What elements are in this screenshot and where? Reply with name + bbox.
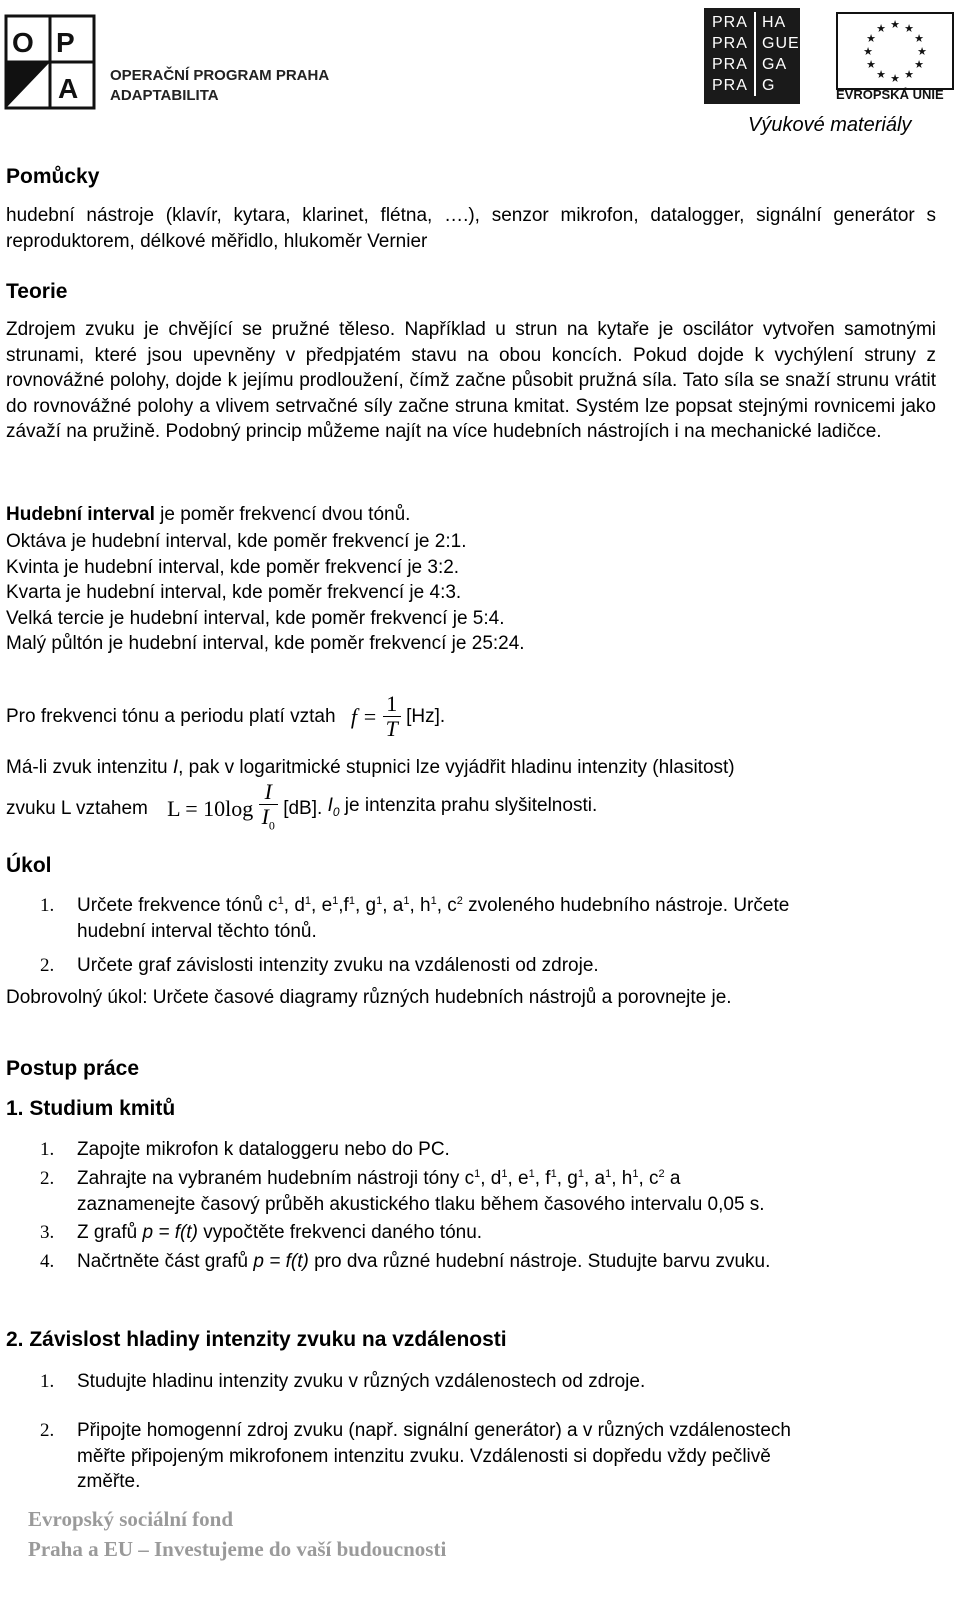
- svg-text:★: ★: [914, 32, 924, 45]
- ukol-item1-text: Určete frekvence tónů c: [77, 895, 278, 916]
- interval-term: Hudební interval: [6, 504, 155, 525]
- opp-logo: [4, 14, 96, 110]
- s2-item2-line2: měřte připojeným mikrofonem intenzitu zvuku. Vzdálenosti si dopředu vždy pečlivě: [77, 1445, 771, 1467]
- s1-item-number: 3.: [40, 1222, 55, 1243]
- interval-item: Oktáva je hudební interval, kde poměr frekvencí je 2:1.: [6, 531, 467, 552]
- freq-pre: Pro frekvenci tónu a periodu platí vztah: [6, 705, 336, 727]
- note: , g: [354, 895, 377, 916]
- s1-item: [77, 1249, 937, 1275]
- svg-text:★: ★: [866, 32, 876, 45]
- praha-cell: G: [762, 77, 776, 94]
- note: ,f: [338, 895, 349, 916]
- s1-item3-text: Z grafů: [77, 1222, 143, 1243]
- heading-studium: 1. Studium kmitů: [6, 1097, 176, 1120]
- praha-cell: PRA: [712, 75, 756, 96]
- interval-definition: [6, 502, 936, 528]
- note: , f: [534, 1168, 551, 1189]
- opp-title-line2: ADAPTABILITA: [110, 87, 219, 104]
- s1-item-number: 1.: [40, 1139, 55, 1160]
- heading-ukol: Úkol: [6, 854, 52, 877]
- svg-text:★: ★: [863, 45, 873, 58]
- praha-cell: PRA: [712, 54, 756, 75]
- s2-item2-line1: Připojte homogenní zdroj zvuku (např. signální generátor) a v různých vzdálenostech: [77, 1420, 791, 1441]
- s2-item-number: 1.: [40, 1371, 55, 1392]
- s1-item3-tail: vypočtěte frekvenci daného tónu.: [197, 1222, 483, 1243]
- interval-item: Velká tercie je hudební interval, kde poměr frekvencí je 5:4.: [6, 607, 505, 629]
- s1-item: [77, 1220, 937, 1246]
- heading-postup: Postup práce: [6, 1057, 140, 1080]
- interval-item: Malý půltón je hudební interval, kde poměr frekvencí je 25:24.: [6, 633, 525, 654]
- s1-item2-text: Zahrajte na vybraném hudebním nástroji tóny c: [77, 1168, 475, 1189]
- intensity-tail: je intenzita prahu slyšitelnosti.: [339, 794, 598, 816]
- ukol-item1-line2: hudební interval těchto tónů.: [77, 920, 317, 942]
- note-sup: 1: [474, 1168, 481, 1180]
- intensity-i0-sub: 0: [332, 804, 340, 819]
- note-sup: 1: [332, 895, 339, 907]
- intensity-formula-line: [6, 780, 597, 837]
- ukol-item2: Určete graf závislosti intenzity zvuku na vzdálenosti od zdroje.: [77, 955, 599, 976]
- note-sup: 1: [605, 1168, 612, 1180]
- note-sup: 1: [430, 895, 437, 907]
- opp-letter-o: O: [12, 27, 34, 58]
- heading-zavislost: 2. Závislost hladiny intenzity zvuku na vzdálenosti: [6, 1328, 507, 1351]
- s1-item3-formula: p = f(t): [142, 1222, 198, 1243]
- svg-text:★: ★: [866, 58, 876, 71]
- frequency-formula-line: [6, 692, 445, 741]
- note: , a: [583, 1168, 606, 1189]
- praha-cell: PRA: [712, 33, 756, 54]
- note: , d: [480, 1168, 502, 1189]
- note: , c: [638, 1168, 659, 1189]
- svg-text:★: ★: [876, 68, 886, 81]
- s1-item4-text: Načrtněte část grafů: [77, 1251, 254, 1272]
- freq-lhs: f =: [350, 703, 378, 729]
- note-sup: 1: [376, 895, 383, 907]
- svg-text:★: ★: [917, 45, 927, 58]
- note-sup: 1: [403, 895, 410, 907]
- s1-item4-tail: pro dva různé hudební nástroje. Studujte barvu zvuku.: [308, 1251, 771, 1272]
- svg-text:★: ★: [890, 72, 900, 85]
- header-subtitle: Výukové materiály: [748, 114, 912, 136]
- s1-item: [77, 1166, 937, 1217]
- intensity-num: I: [259, 780, 278, 805]
- intensity-text-a: Má-li zvuk intenzitu: [6, 757, 173, 778]
- footer-line2: Praha a EU – Investujeme do vaší budoucnosti: [28, 1537, 447, 1561]
- opp-letter-a: A: [58, 73, 79, 104]
- ukol-item1-number: 1.: [40, 895, 55, 916]
- note-sup: 1: [550, 1168, 557, 1180]
- ukol-item1: [77, 893, 937, 944]
- intensity-den: I: [261, 804, 269, 829]
- heading-pomucky: Pomůcky: [6, 165, 100, 188]
- freq-num: 1: [383, 692, 401, 717]
- opp-title-line1: OPERAČNÍ PROGRAM PRAHA: [110, 67, 330, 84]
- freq-den: T: [385, 716, 398, 741]
- note-sup: 1: [501, 1168, 508, 1180]
- freq-fraction: [383, 692, 401, 741]
- intensity-lhs: L = 10log: [167, 795, 254, 821]
- ukol-item1-tail: zvoleného hudebního nástroje. Určete: [462, 895, 790, 916]
- svg-text:★: ★: [876, 22, 886, 35]
- note: , e: [507, 1168, 529, 1189]
- note: , c: [436, 895, 457, 916]
- footer-line1: Evropský sociální fond: [28, 1507, 234, 1531]
- s1-item: Zapojte mikrofon k dataloggeru nebo do PC.: [77, 1139, 450, 1160]
- praha-logo: [704, 8, 800, 104]
- intensity-fraction: [259, 780, 278, 837]
- svg-text:★: ★: [904, 22, 914, 35]
- s2-item-number: 2.: [40, 1420, 55, 1441]
- ukol-item2-number: 2.: [40, 955, 55, 976]
- intensity-i0: I: [327, 794, 333, 816]
- voluntary-task: Dobrovolný úkol: Určete časové diagramy různých hudebních nástrojů a porovnejte je.: [6, 987, 732, 1008]
- note: , h: [409, 895, 431, 916]
- note-sup: 1: [304, 895, 312, 907]
- svg-text:★: ★: [890, 18, 900, 31]
- intensity-unit: [dB].: [283, 797, 323, 819]
- s2-item2-line3: změřte.: [77, 1471, 141, 1492]
- opp-title: [110, 66, 329, 106]
- note-sup: 1: [577, 1168, 584, 1180]
- interval-item: Kvinta je hudební interval, kde poměr frekvencí je 3:2.: [6, 556, 460, 578]
- opp-letter-p1: P: [56, 27, 75, 58]
- interval-item: Kvarta je hudební interval, kde poměr frekvencí je 4:3.: [6, 582, 462, 603]
- freq-unit: [Hz].: [406, 705, 446, 727]
- note-sup: 1: [528, 1168, 535, 1180]
- praha-cell: HA: [762, 14, 787, 31]
- heading-teorie: Teorie: [6, 280, 68, 303]
- note-sup: 1: [277, 895, 284, 907]
- intensity-pre: zvuku L vztahem: [6, 797, 148, 819]
- note-sup: 1: [632, 1168, 639, 1180]
- intensity-symbol: I: [172, 757, 179, 778]
- intensity-text-b: , pak v logaritmické stupnici lze vyjádřit hladinu intenzity (hlasitost): [178, 757, 735, 778]
- note: , d: [283, 895, 305, 916]
- note: , e: [311, 895, 333, 916]
- intensity-den-sub: 0: [268, 818, 275, 833]
- note: , g: [556, 1168, 578, 1189]
- s1-item2-line2: zaznamenejte časový průběh akustického tlaku během časového intervalu 0,05 s.: [77, 1193, 765, 1215]
- s1-item4-formula: p = f(t): [253, 1251, 309, 1272]
- note-sup: 2: [658, 1168, 665, 1180]
- interval-list: [6, 529, 936, 657]
- praha-cell: GUE: [762, 35, 800, 52]
- praha-cell: GA: [762, 56, 788, 73]
- s1-item-number: 2.: [40, 1168, 55, 1189]
- interval-def: je poměr frekvencí dvou tónů.: [154, 504, 411, 525]
- svg-text:★: ★: [904, 68, 914, 81]
- s1-item-number: 4.: [40, 1251, 55, 1272]
- s2-item: [77, 1418, 937, 1495]
- s1-item2-tail: a: [664, 1168, 681, 1189]
- s2-item: Studujte hladinu intenzity zvuku v různých vzdálenostech od zdroje.: [77, 1371, 646, 1392]
- note: , a: [382, 895, 404, 916]
- note-sup: 2: [456, 895, 463, 907]
- note: , h: [611, 1168, 633, 1189]
- intensity-line1: [6, 755, 936, 781]
- note-sup: 1: [348, 895, 355, 907]
- teorie-text: Zdrojem zvuku je chvějící se pružné těleso. Například u strun na kytaře je oscilátor vytvořen samotnými strunami, které jsou upevněny v předpjatém stavu na obou koncích. Pokud dojde k vychýlení struny z rovnovážné polohy, dojde k jejímu prodloužení, čímž začne působit pružná síla. Tato síla se snaží strunu vrátit do rovnovážné polohy a vlivem setrvačné síly začne struna kmitat. Systém lze popsat stejnými rovnicemi jako závaží na pružině. Podobný princip můžeme najít na více hudebních nástrojích i na mechanické ladičce.: [6, 319, 936, 442]
- eu-label: EVROPSKÁ UNIE: [836, 87, 944, 102]
- praha-cell: PRA: [712, 12, 756, 33]
- pomucky-text: hudební nástroje (klavír, kytara, klarinet, flétna, ….), senzor mikrofon, datalogger, signální generátor s reproduktorem, délkové měřidlo, hlukoměr Vernier: [6, 205, 936, 252]
- svg-text:★: ★: [914, 58, 924, 71]
